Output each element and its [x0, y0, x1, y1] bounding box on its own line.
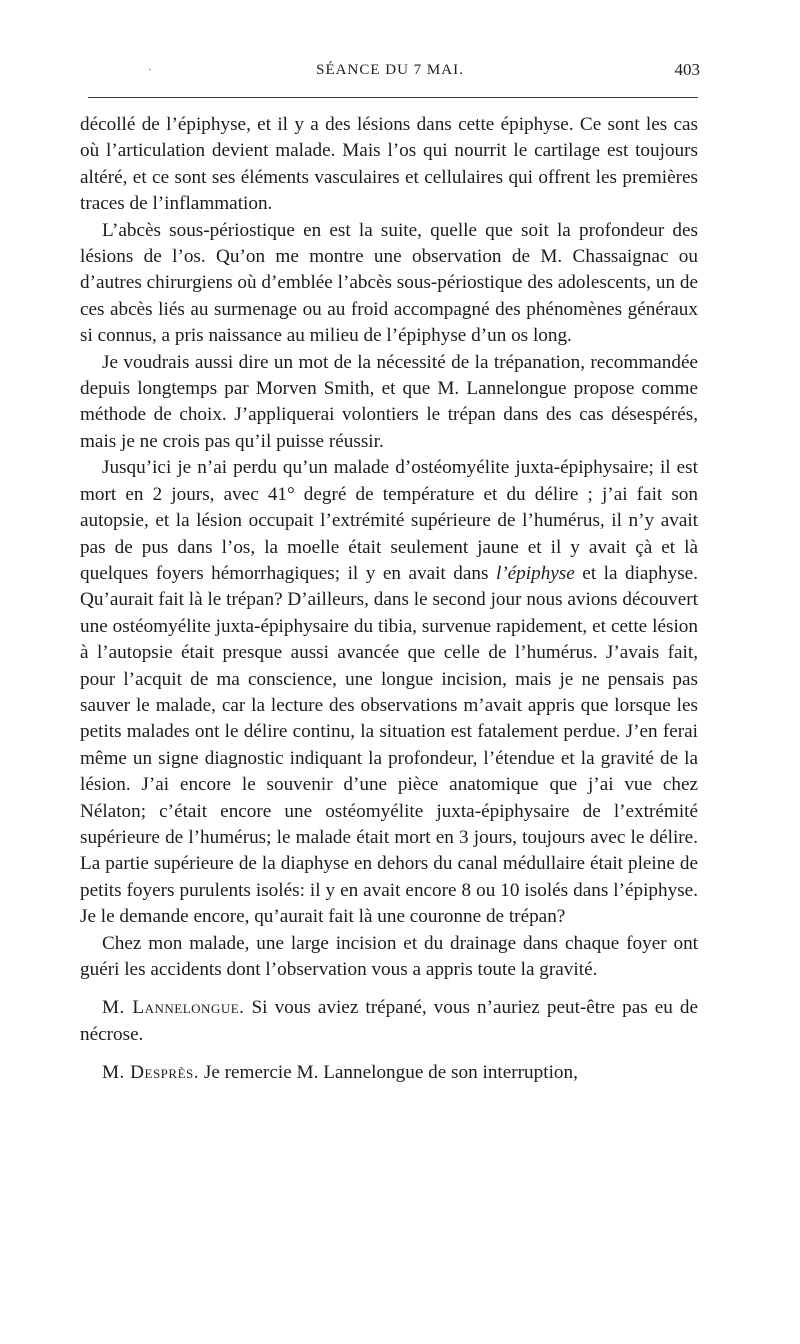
header-dot: · — [148, 62, 152, 76]
speaker-name: M. Lannelongue. — [102, 997, 245, 1019]
body-text — [80, 112, 698, 1087]
running-title: SÉANCE DU 7 MAI. — [316, 62, 464, 78]
italic-term: l’épiphyse — [495, 562, 575, 584]
running-head — [80, 56, 700, 92]
paragraph-cases-start: Jusqu’ici je n’ai perdu qu’un malade d’ostéomyélite juxta-épiphysaire; il est mort en 2 jours, avec 41° degré de température et du délire ; j’ai fait son autopsie, et la lésion occupait l’extrémité supérieure de l’humérus, il n’y avait pas de pus dans l’os, la moelle était seulement jaune et il y avait çà et là quelques foyers hémorrhagiques; il y en avait dans — [80, 457, 698, 584]
paragraph-abces: L’abcès sous-périostique en est la suite, quelle que soit la profondeur des lésions de l’os. Qu’on me montre une observation de M. Chassaignac ou d’autres chirurgiens où d’emblée l’abcès sous-périostique des adolescents, un de ces abcès liés au surmenage ou au froid accompagné des phénomènes généraux si connus, a pris naissance au milieu de l’épiphyse d’un os long. — [80, 219, 698, 347]
paragraph-trepanation: Je voudrais aussi dire un mot de la nécessité de la trépanation, recommandée depuis longtemps par Morven Smith, et que M. Lannelongue propose comme méthode de choix. J’appliquerai volontiers le trépan dans des cas désespérés, mais je ne crois pas qu’il puisse réussir. — [80, 351, 698, 452]
page-number: 403 — [674, 60, 700, 79]
paragraph-conclusion: Chez mon malade, une large incision et du drainage dans chaque foyer ont guéri les accidents dont l’observation vous a appris toute la gravité. — [80, 932, 698, 980]
dialogue-despres — [80, 1060, 698, 1086]
paragraph-continuation: décollé de l’épiphyse, et il y a des lésions dans cette épiphyse. Ce sont les cas où l’articulation devient malade. Mais l’os qui nourrit le cartilage est toujours altéré, et ce sont ses éléments vasculaires et cellulaires qui offrent les premières traces de l’inflammation. — [80, 114, 698, 215]
paragraph-cases — [80, 455, 698, 930]
dialogue-lannelongue — [80, 995, 698, 1048]
dialogue-text: Si vous aviez trépané, vous n’auriez peut-être pas eu de nécrose. — [80, 997, 698, 1045]
dialogue-text: Je remercie M. Lannelongue de son interruption, — [199, 1062, 578, 1084]
header-rule — [88, 97, 698, 98]
speaker-name: M. Desprès. — [102, 1062, 200, 1084]
paragraph-cases-end: et la diaphyse. Qu’aurait fait là le trépan? D’ailleurs, dans le second jour nous avions découvert une ostéomyélite juxta-épiphysaire du tibia, survenue rapidement, et cette lésion à l’autopsie était presque aussi avancée que celle de l’humérus. J’avais fait, pour l’acquit de ma conscience, une longue incision, mais je ne pensais pas sauver le malade, car la lecture des observations m’avait appris que lorsque les petits malades ont le délire continu, la situation est fatalement perdue. J’en ferai même un signe diagnostic indiquant la profondeur, l’étendue et la gravité de la lésion. J’ai encore le souvenir d’une pièce anatomique que j’ai vue chez Nélaton; c’était encore une ostéomyélite juxta-épiphysaire de l’extrémité supérieure de l’humérus; le malade était mort en 3 jours, toujours avec le délire. La partie supérieure de la diaphyse en dehors du canal médullaire était pleine de petits foyers purulents isolés: il y en avait encore 8 ou 10 isolés dans l’épiphyse. Je le demande encore, qu’aurait fait là une couronne de trépan? — [80, 562, 698, 928]
